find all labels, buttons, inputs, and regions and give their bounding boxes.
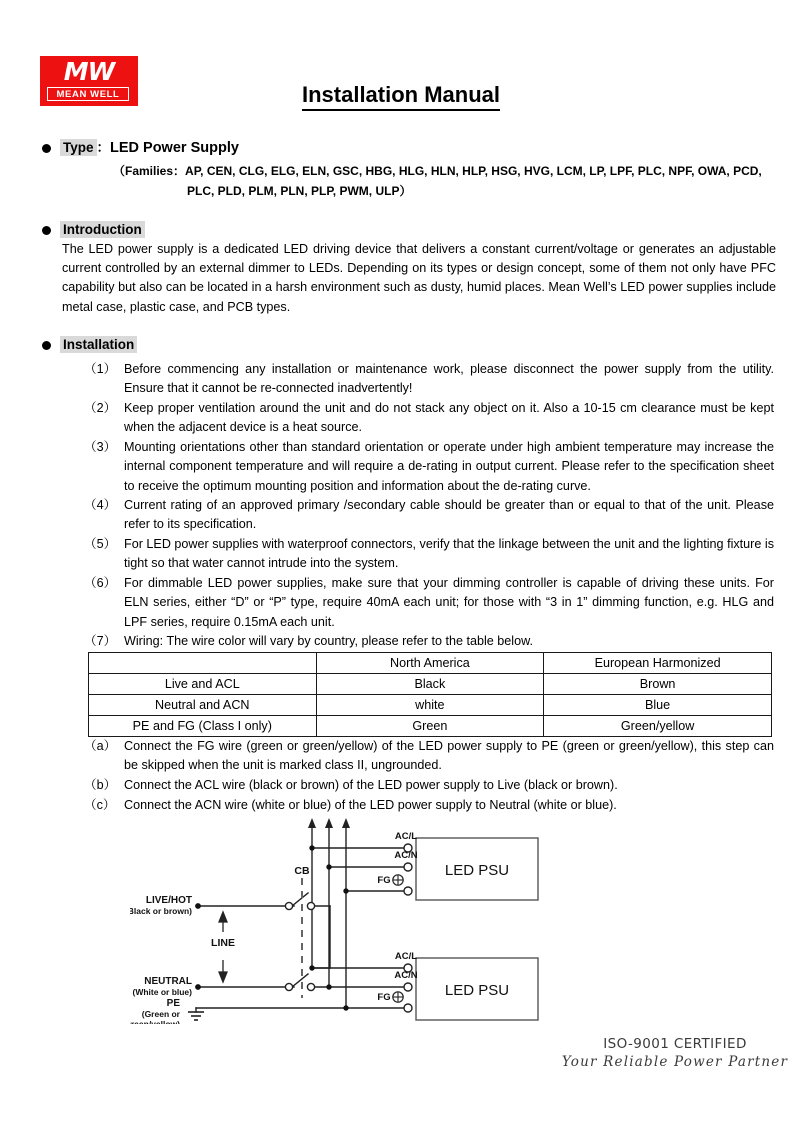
table-cell: Green/yellow (544, 716, 772, 737)
list-item-number: （7） (84, 634, 117, 648)
list-item-text: Keep proper ventilation around the unit and do not stack any object on it. Also a 10-15 cm clearance must be kept when the adjacent device is a heat source. (124, 401, 774, 435)
cb-blade-live (292, 893, 308, 906)
page-title-text: Installation Manual (302, 82, 500, 111)
table-row (89, 695, 772, 716)
table-header-cell (89, 653, 317, 674)
list-item-number: （a） (84, 739, 117, 753)
installation-heading (60, 336, 137, 354)
list-item-number: （1） (84, 362, 117, 376)
table-header-row (89, 653, 772, 674)
list-item-text: Wiring: The wire color will vary by country, please refer to the table below. (124, 634, 534, 648)
list-item (84, 535, 774, 574)
list-item (84, 399, 774, 438)
table-row (89, 674, 772, 695)
fg-earth-symbol-upper (393, 875, 403, 885)
live-hot-label: LIVE/HOT (145, 895, 192, 906)
introduction-heading-text: Introduction (60, 221, 145, 238)
live-hot-sublabel: (Black or brown) (130, 906, 192, 916)
list-item-text: Current rating of an approved primary /secondary cable should be greater than or equal to that of the unit. Please refer to its specification. (124, 498, 774, 532)
upper-terminal-fg-label: FG (377, 875, 391, 886)
list-item-number: （6） (84, 576, 117, 590)
list-item (84, 496, 774, 535)
document-header (0, 0, 802, 125)
earth-ground-icon (188, 1012, 204, 1020)
list-item-number: （4） (84, 498, 117, 512)
introduction-paragraph: The LED power supply is a dedicated LED driving device that delivers a constant current/voltage or generates an adjustable current controlled by an external dimmer to LEDs. Depending on its types or design concept, some of them not only have PFC capability but also can be located in a harsh environment such as dusty, humid places. Mean Well’s LED power supplies include metal case, plastic case, and PCB types. (62, 242, 776, 314)
introduction-heading (60, 221, 145, 239)
cb-blade-neutral (292, 974, 308, 987)
list-item (84, 632, 774, 651)
families-label: （Families： (113, 164, 186, 178)
table-cell: Blue (544, 695, 772, 716)
list-item-text: Connect the FG wire (green or green/yellow) of the LED power supply to PE (green or green/yellow), this step can be skipped when the unit is marked class II, ungrounded. (124, 739, 774, 773)
lower-psu-label: LED PSU (444, 982, 510, 999)
list-item (84, 360, 774, 399)
type-label (60, 139, 110, 157)
families-list (113, 161, 773, 201)
table-cell: Green (316, 716, 544, 737)
line-label: LINE (211, 937, 235, 949)
pe-sublabel-2: green/yellow) (130, 1019, 180, 1024)
installation-heading-text: Installation (60, 336, 137, 353)
list-item (84, 574, 774, 632)
fg-earth-symbol-lower (393, 992, 403, 1002)
table-cell: Live and ACL (89, 674, 317, 695)
table-cell: Neutral and ACN (89, 695, 317, 716)
list-item-number: （2） (84, 401, 117, 415)
upper-terminal-acl-label: AC/L (394, 831, 418, 842)
table-header-cell: European Harmonized (544, 653, 772, 674)
table-cell: Black (316, 674, 544, 695)
installation-section-bullet (42, 341, 51, 350)
families-line-1: AP, CEN, CLG, ELG, ELN, GSC, HBG, HLG, HLN, HLP, HSG, HVG, LCM, LP, LPF, PLC, NPF, OWA, PCD, (185, 164, 762, 178)
upper-terminal-acn-label: AC/N (394, 850, 418, 861)
table-cell: white (316, 695, 544, 716)
table-cell: PE and FG (Class I only) (89, 716, 317, 737)
lower-terminal-acn-label: AC/N (394, 970, 418, 981)
list-item-text: Connect the ACN wire (white or blue) of the LED power supply to Neutral (white or blue). (124, 798, 617, 812)
iso-certification-text: ISO-9001 CERTIFIED (603, 1036, 747, 1052)
list-item-text: For LED power supplies with waterproof connectors, verify that the linkage between the unit and the lighting fixture is tight so that water cannot intrude into the system. (124, 537, 774, 571)
page-title (0, 82, 802, 108)
list-item-text: Connect the ACL wire (black or brown) of the LED power supply to Live (black or brown). (124, 778, 618, 792)
document-footer (560, 1036, 790, 1070)
junction-dots (195, 845, 349, 1010)
lower-terminal-acl-label: AC/L (394, 951, 418, 962)
table-header-cell: North America (316, 653, 544, 674)
table-row (89, 716, 772, 737)
type-label-text: Type (60, 139, 97, 156)
logo-mw-mark: MW (63, 57, 115, 86)
pe-sublabel-1: (Green or (141, 1009, 180, 1019)
table-cell: Brown (544, 674, 772, 695)
list-item-number: （b） (84, 778, 117, 792)
bus-arrowheads (308, 818, 350, 828)
type-section-bullet (42, 144, 51, 153)
pe-label: PE (166, 998, 180, 1009)
list-item-number: （3） (84, 440, 117, 454)
list-item-text: Mounting orientations other than standard orientation or operate under high ambient temperature may increase the internal component temperature and will require a de-rating in output current. Please refer to the specification sheet to receive the optimum mounting position and information about the de-rating curve. (124, 440, 774, 493)
list-item-number: （c） (84, 798, 116, 812)
neutral-label: NEUTRAL (144, 976, 192, 987)
type-colon: ： (96, 140, 111, 155)
wiring-color-table (88, 652, 772, 737)
cb-label: CB (294, 865, 310, 877)
type-value: LED Power Supply (110, 140, 239, 156)
company-tagline: Your Reliable Power Partner (561, 1054, 789, 1070)
list-item (84, 776, 774, 795)
upper-psu-label: LED PSU (444, 862, 510, 879)
list-item-number: （5） (84, 537, 117, 551)
wiring-diagram (130, 812, 550, 1024)
list-item-text: For dimmable LED power supplies, make sure that your dimming controller is capable of driving these units. For ELN series, either “D” or “P” type, require 40mA each unit; for those with “3 in 1” dimming function, e.g. HLG and LPF series, require 0.15mA each unit. (124, 576, 774, 629)
lower-terminal-fg-label: FG (377, 992, 391, 1003)
families-line-2: PLC, PLD, PLM, PLN, PLP, PWM, ULP） (187, 184, 412, 198)
list-item-text: Before commencing any installation or maintenance work, please disconnect the power supply from the utility. Ensure that it cannot be re-connected inadvertently! (124, 362, 774, 396)
neutral-sublabel: (White or blue) (132, 987, 192, 997)
list-item (84, 737, 774, 776)
introduction-section-bullet (42, 226, 51, 235)
logo-company-name: MEAN WELL (47, 87, 129, 101)
list-item (84, 438, 774, 496)
wiring-diagram-svg (130, 812, 550, 1024)
